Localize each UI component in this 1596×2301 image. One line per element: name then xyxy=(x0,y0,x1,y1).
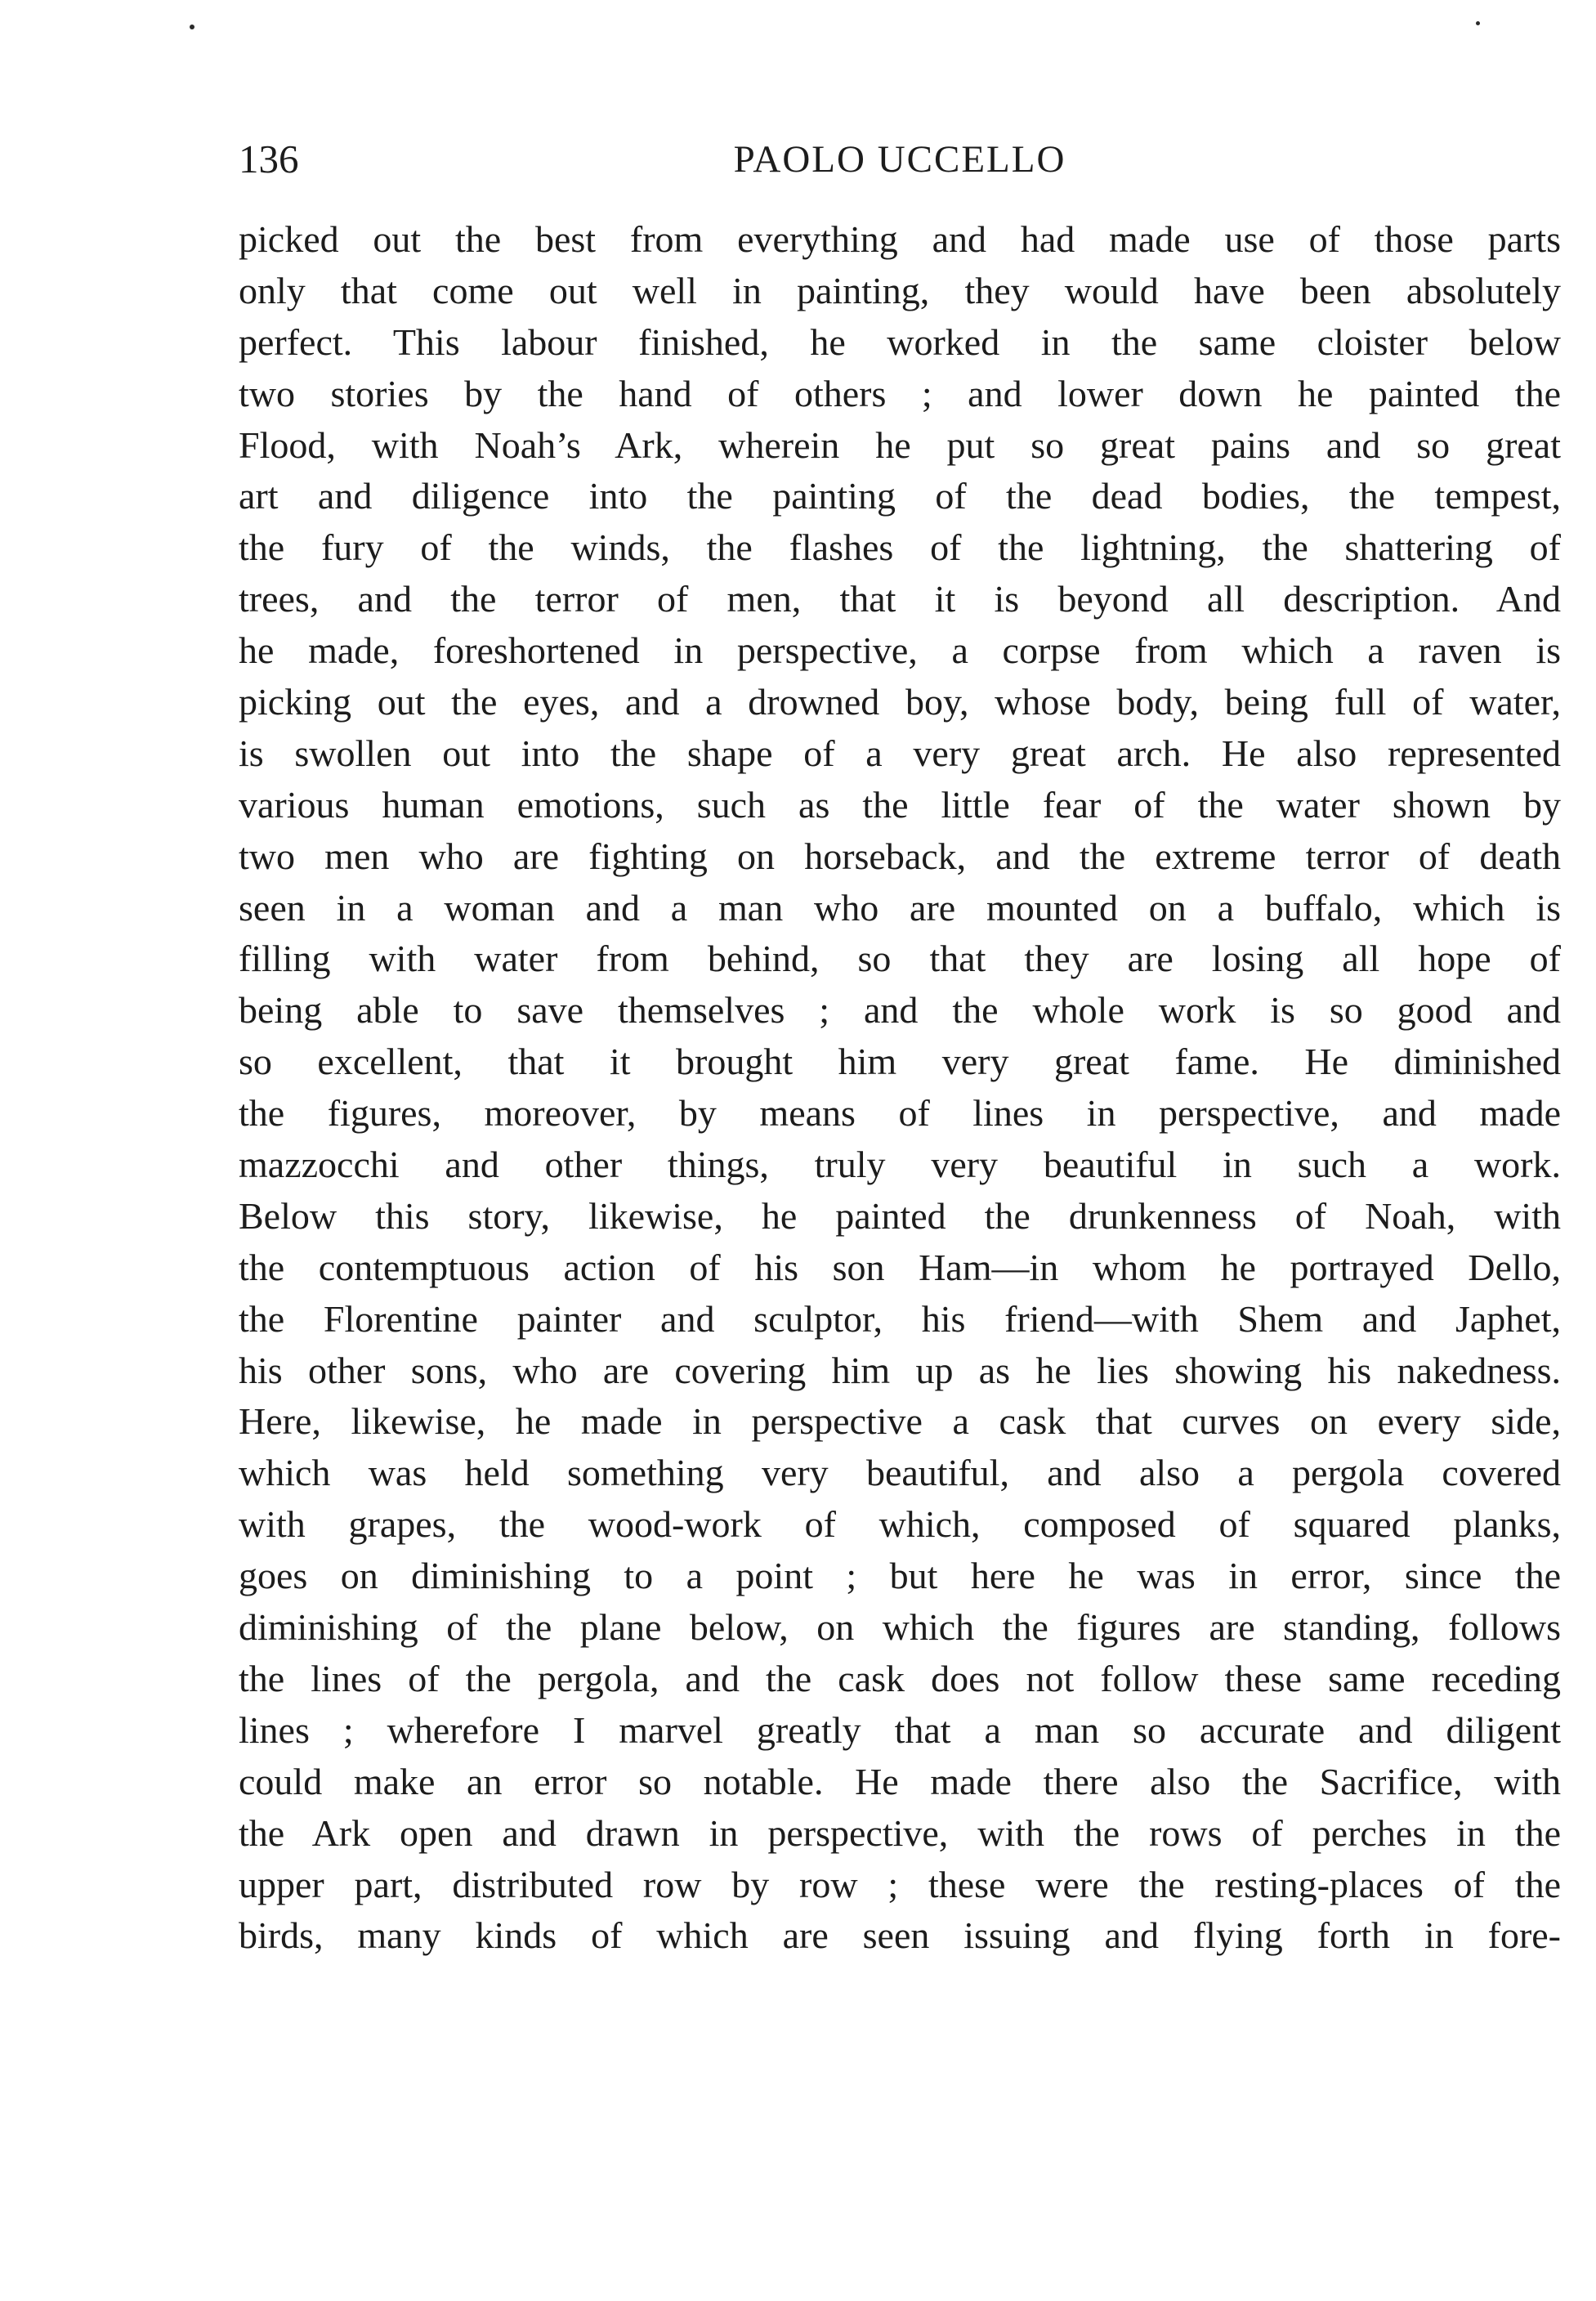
text-line: filling with water from behind, so that they are losing all hope of xyxy=(239,938,1561,980)
text-line: seen in a woman and a man who are mounted on a buffalo, which is xyxy=(239,886,1561,929)
text-line: the Ark open and drawn in perspective, with the rows of perches in the xyxy=(239,1811,1561,1854)
text-line: the contemptuous action of his son Ham—in whom he portrayed Dello, xyxy=(239,1246,1561,1288)
text-line: the Florentine painter and sculptor, his friend—with Shem and Japhet, xyxy=(239,1297,1561,1340)
text-line: various human emotions, such as the little fear of the water shown by xyxy=(239,783,1561,826)
text-line: diminishing of the plane below, on which the figures are standing, follows xyxy=(239,1606,1561,1649)
text-line: is swollen out into the shape of a very great arch. He also represented xyxy=(239,732,1561,774)
text-line: the fury of the winds, the flashes of the lightning, the shattering of xyxy=(239,526,1561,569)
text-line: only that come out well in painting, they would have been absolutely xyxy=(239,269,1561,311)
text-line: two stories by the hand of others ; and lower down he painted the xyxy=(239,372,1561,414)
text-line: birds, many kinds of which are seen issuing and flying forth in fore- xyxy=(239,1914,1561,1957)
text-line: being able to save themselves ; and the whole work is so good and xyxy=(239,989,1561,1032)
text-line: Below this story, likewise, he painted the drunkenness of Noah, with xyxy=(239,1194,1561,1237)
print-speck-right xyxy=(1476,21,1480,25)
text-line: so excellent, that it brought him very great fame. He diminished xyxy=(239,1041,1561,1083)
page-title: PAOLO UCCELLO xyxy=(733,138,1066,181)
text-line: the lines of the pergola, and the cask does not follow these same receding xyxy=(239,1657,1561,1699)
text-line: art and diligence into the painting of the dead bodies, the tempest, xyxy=(239,475,1561,517)
text-line: two men who are fighting on horseback, and the extreme terror of death xyxy=(239,835,1561,877)
text-line: mazzocchi and other things, truly very beautiful in such a work. xyxy=(239,1144,1561,1186)
print-speck-left xyxy=(190,25,194,29)
text-line: with grapes, the wood-work of which, composed of squared planks, xyxy=(239,1503,1561,1546)
text-line: Flood, with Noah’s Ark, wherein he put so great pains and so great xyxy=(239,423,1561,466)
text-line: lines ; wherefore I marvel greatly that a man so accurate and diligent xyxy=(239,1708,1561,1751)
text-line: he made, foreshortened in perspective, a corpse from which a raven is xyxy=(239,629,1561,672)
running-head xyxy=(239,131,1561,188)
text-line: his other sons, who are covering him up as he lies showing his nakedness. xyxy=(239,1349,1561,1391)
page-number: 136 xyxy=(239,137,299,181)
text-line: picked out the best from everything and had made use of those parts xyxy=(239,218,1561,260)
text-line: picking out the eyes, and a drowned boy, whose body, being full of water, xyxy=(239,681,1561,723)
text-line: which was held something very beautiful, and also a pergola covered xyxy=(239,1452,1561,1494)
text-line: Here, likewise, he made in perspective a cask that curves on every side, xyxy=(239,1400,1561,1443)
text-line: upper part, distributed row by row ; these were the resting-places of the xyxy=(239,1863,1561,1905)
text-line: could make an error so notable. He made there also the Sacrifice, with xyxy=(239,1760,1561,1802)
text-line: the figures, moreover, by means of lines in perspective, and made xyxy=(239,1092,1561,1135)
body-text xyxy=(239,214,1561,1962)
text-line: trees, and the terror of men, that it is beyond all description. And xyxy=(239,578,1561,620)
text-line: goes on diminishing to a point ; but here he was in error, since the xyxy=(239,1555,1561,1597)
text-line: perfect. This labour finished, he worked in the same cloister below xyxy=(239,320,1561,363)
